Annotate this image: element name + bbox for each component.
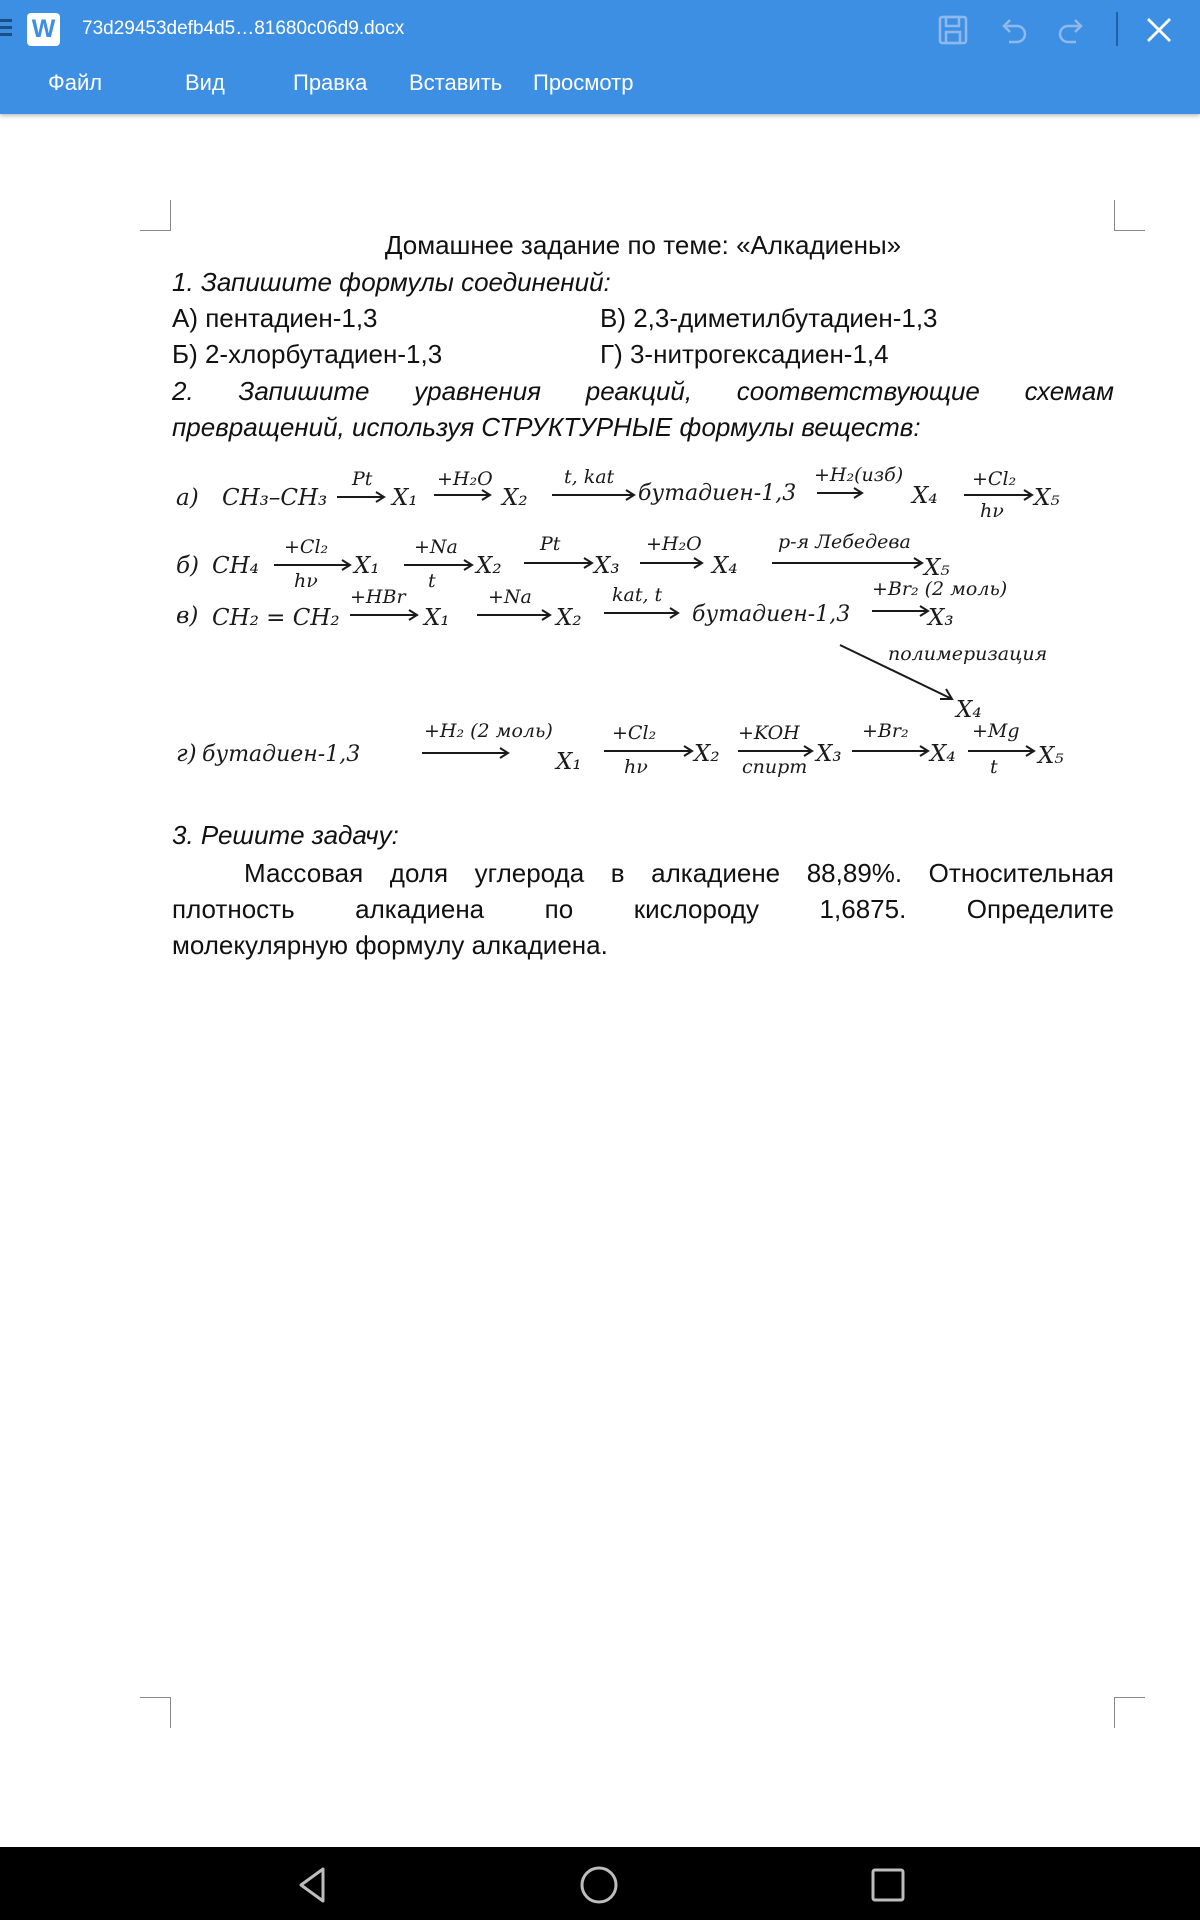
document-file-name: 73d29453defb4d5…81680c06d9.docx bbox=[82, 18, 405, 39]
scheme-g-r4: +Br₂ bbox=[862, 720, 909, 742]
scheme-a-product: бутадиен-1,3 bbox=[638, 481, 797, 506]
scheme-a-r1: Pt bbox=[352, 468, 373, 490]
scheme-b-x3: X₃ bbox=[594, 553, 620, 579]
scheme-v-r4: +Br₂ (2 моль) bbox=[872, 578, 1008, 600]
scheme-b-x2: X₂ bbox=[476, 553, 502, 579]
scheme-a bbox=[176, 464, 1060, 522]
scheme-v bbox=[176, 578, 1047, 723]
scheme-g-r1: +H₂ (2 моль) bbox=[424, 720, 553, 742]
scheme-g-r3-condition: спирт bbox=[742, 756, 808, 778]
toolbar-divider bbox=[1116, 12, 1118, 46]
scheme-b-r3: Pt bbox=[540, 533, 561, 555]
scheme-g-x1: X₁ bbox=[556, 749, 582, 775]
scheme-a-x5: X₅ bbox=[1034, 485, 1060, 511]
scheme-b bbox=[176, 531, 950, 592]
save-icon[interactable] bbox=[935, 12, 971, 48]
scheme-g-r3: +KOH bbox=[738, 722, 800, 744]
scheme-v-label: в) bbox=[176, 603, 199, 629]
menu-edit[interactable]: Правка bbox=[293, 70, 368, 95]
scheme-a-r2: +H₂O bbox=[437, 468, 493, 490]
system-nav-bar bbox=[0, 1847, 1200, 1920]
app-toolbar bbox=[0, 0, 1200, 114]
scheme-b-x4: X₄ bbox=[712, 553, 738, 579]
page-corner-mark bbox=[1114, 200, 1145, 231]
scheme-b-r1: +Cl₂ bbox=[284, 536, 329, 558]
scheme-g-r2: +Cl₂ bbox=[612, 722, 657, 744]
scheme-g bbox=[176, 720, 1064, 778]
task1-item-a: А) пентадиен-1,3 bbox=[172, 303, 378, 333]
scheme-g-r2-condition: hν bbox=[624, 756, 648, 778]
home-icon[interactable] bbox=[579, 1865, 619, 1905]
scheme-v-x3: X₃ bbox=[928, 605, 954, 631]
scheme-g-x4: X₄ bbox=[930, 741, 956, 767]
menu-view[interactable]: Вид bbox=[185, 70, 225, 95]
reaction-schemes-image bbox=[172, 455, 1096, 817]
task2-heading-line1: 2. Запишите уравнения реакций, соответствующие схемам bbox=[172, 376, 1114, 406]
scheme-g-x3: X₃ bbox=[816, 741, 842, 767]
scheme-v-start: CH₂ = CH₂ bbox=[212, 605, 340, 631]
scheme-v-x1: X₁ bbox=[424, 605, 450, 631]
scheme-a-r4: +H₂(изб) bbox=[814, 464, 904, 486]
scheme-b-x1: X₁ bbox=[354, 553, 380, 579]
scheme-b-r1-condition: hν bbox=[294, 570, 318, 592]
back-icon[interactable] bbox=[293, 1865, 333, 1905]
menu-insert[interactable]: Вставить bbox=[409, 70, 503, 95]
page-corner-mark bbox=[140, 200, 171, 231]
scheme-a-label: а) bbox=[176, 485, 199, 511]
task3-text-line2: плотность алкадиена по кислороду 1,6875. Определите bbox=[172, 894, 1114, 924]
scheme-b-label: б) bbox=[176, 553, 200, 579]
task3-text-line1: Массовая доля углерода в алкадиене 88,89%. Относительная bbox=[244, 858, 1114, 888]
scheme-a-r3: t, kat bbox=[564, 466, 615, 488]
scheme-v-product: бутадиен-1,3 bbox=[692, 602, 851, 627]
task1-item-g: Г) 3-нитрогексадиен-1,4 bbox=[600, 339, 889, 369]
menu-review[interactable]: Просмотр bbox=[533, 70, 634, 95]
undo-icon[interactable] bbox=[995, 12, 1031, 48]
scheme-b-r2-condition: t bbox=[428, 570, 436, 592]
page-corner-mark bbox=[1114, 1697, 1145, 1728]
scheme-a-r5-condition: hν bbox=[980, 500, 1004, 522]
scheme-a-start: CH₃–CH₃ bbox=[222, 485, 328, 511]
scheme-g-r5: +Mg bbox=[972, 720, 1020, 742]
scheme-b-x5: X₅ bbox=[924, 555, 950, 581]
scheme-g-r5-condition: t bbox=[990, 756, 998, 778]
scheme-g-label: г) bbox=[176, 741, 197, 767]
task3-heading: 3. Решите задачу: bbox=[172, 820, 399, 850]
document-title: Домашнее задание по теме: «Алкадиены» bbox=[384, 230, 902, 260]
scheme-a-x1: X₁ bbox=[392, 485, 418, 511]
scheme-g-x5: X₅ bbox=[1038, 743, 1064, 769]
redo-icon[interactable] bbox=[1054, 12, 1090, 48]
scheme-b-r5: р-я Лебедева bbox=[778, 531, 911, 553]
recents-icon[interactable] bbox=[868, 1865, 908, 1905]
scheme-g-x2: X₂ bbox=[694, 741, 720, 767]
scheme-b-start: CH₄ bbox=[212, 553, 259, 579]
scheme-b-r2: +Na bbox=[414, 536, 458, 558]
scheme-a-r5: +Cl₂ bbox=[972, 468, 1017, 490]
task1-item-v: В) 2,3-диметилбутадиен-1,3 bbox=[600, 303, 938, 333]
scheme-v-x2: X₂ bbox=[556, 605, 582, 631]
scheme-b-r4: +H₂O bbox=[646, 533, 702, 555]
task2-heading-line2: превращений, используя СТРУКТУРНЫЕ формулы веществ: bbox=[172, 412, 921, 442]
scheme-v-r1: +HBr bbox=[350, 586, 406, 608]
scheme-a-x2: X₂ bbox=[502, 485, 528, 511]
scheme-g-start: бутадиен-1,3 bbox=[202, 742, 361, 767]
app-logo: W bbox=[27, 13, 60, 46]
scheme-a-x4: X₄ bbox=[912, 483, 938, 509]
scheme-v-x4: X₄ bbox=[956, 697, 982, 723]
scheme-v-r3: kat, t bbox=[612, 584, 663, 606]
task3-text-line3: молекулярную формулу алкадиена. bbox=[172, 930, 608, 960]
close-icon[interactable] bbox=[1141, 12, 1177, 48]
scheme-v-r2: +Na bbox=[488, 586, 532, 608]
task1-heading: 1. Запишите формулы соединений: bbox=[172, 267, 611, 297]
task1-item-b: Б) 2-хлорбутадиен-1,3 bbox=[172, 339, 443, 369]
menu-icon[interactable] bbox=[0, 16, 12, 42]
page-corner-mark bbox=[140, 1697, 171, 1728]
scheme-v-r5: полимеризация bbox=[888, 643, 1048, 665]
menu-file[interactable]: Файл bbox=[48, 70, 103, 95]
